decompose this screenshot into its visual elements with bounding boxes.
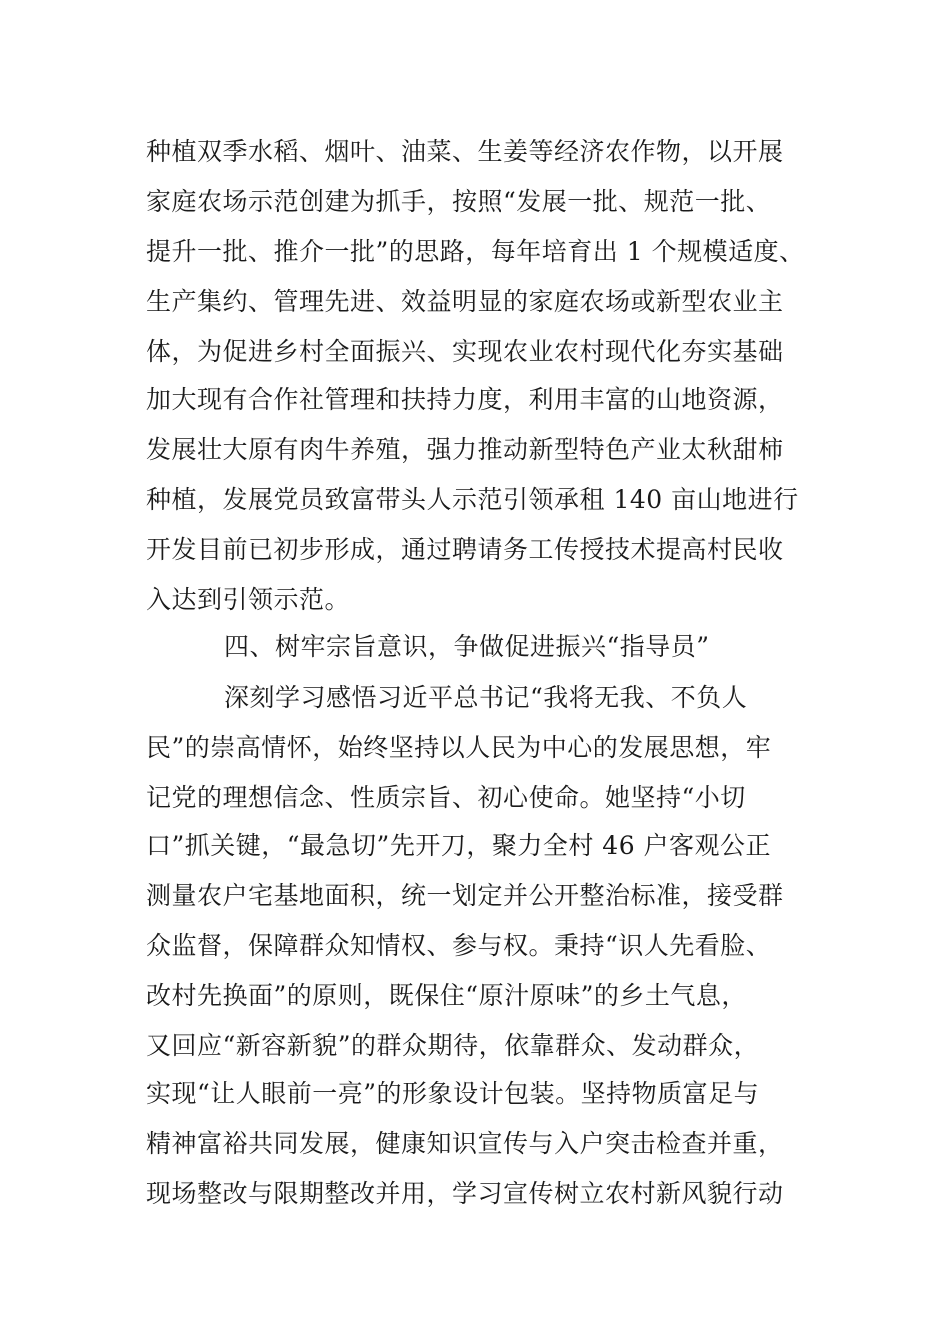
paragraph-line: 种植双季水稻、烟叶、油菜、生姜等经济农作物，以开展 <box>146 137 784 166</box>
paragraph-line: 生产集约、管理先进、效益明显的家庭农场或新型农业主 <box>146 287 784 316</box>
paragraph-line: 入达到引领示范。 <box>146 585 351 614</box>
paragraph-line: 实现“让人眼前一亮”的形象设计包装。坚持物质富足与 <box>146 1079 760 1108</box>
paragraph-line: 种植，发展党员致富带头人示范引领承租 140 亩山地进行 <box>146 485 799 514</box>
paragraph-line: 发展壮大原有肉牛养殖，强力推动新型特色产业太秋甜柿 <box>146 435 784 464</box>
paragraph-line: 又回应“新容新貌”的群众期待，依靠群众、发动群众， <box>146 1031 760 1060</box>
paragraph-line: 加大现有合作社管理和扶持力度，利用丰富的山地资源， <box>146 385 784 414</box>
paragraph-line: 口”抓关键，“最急切”先开刀，聚力全村 46 户客观公正 <box>146 831 772 860</box>
section-heading: 四、树牢宗旨意识，争做促进振兴“指导员” <box>224 632 710 661</box>
paragraph-line: 民”的崇高情怀，始终坚持以人民为中心的发展思想，牢 <box>146 733 772 762</box>
paragraph-line: 提升一批、推介一批”的思路，每年培育出 1 个规模适度、 <box>146 237 805 266</box>
paragraph-first-line: 深刻学习感悟习近平总书记“我将无我、不负人 <box>224 683 748 712</box>
paragraph-line: 开发目前已初步形成，通过聘请务工传授技术提高村民收 <box>146 535 784 564</box>
paragraph-line: 家庭农场示范创建为抓手，按照“发展一批、规范一批、 <box>146 187 772 216</box>
paragraph-line: 精神富裕共同发展，健康知识宣传与入户突击检查并重， <box>146 1129 784 1158</box>
paragraph-line: 现场整改与限期整改并用，学习宣传树立农村新风貌行动 <box>146 1179 784 1208</box>
paragraph-line: 体，为促进乡村全面振兴、实现农业农村现代化夯实基础 <box>146 337 784 366</box>
paragraph-line: 测量农户宅基地面积，统一划定并公开整治标准，接受群 <box>146 881 784 910</box>
paragraph-line: 众监督，保障群众知情权、参与权。秉持“识人先看脸、 <box>146 931 772 960</box>
paragraph-line: 改村先换面”的原则，既保住“原汁原味”的乡土气息， <box>146 981 747 1010</box>
paragraph-line: 记党的理想信念、性质宗旨、初心使命。她坚持“小切 <box>146 783 746 812</box>
